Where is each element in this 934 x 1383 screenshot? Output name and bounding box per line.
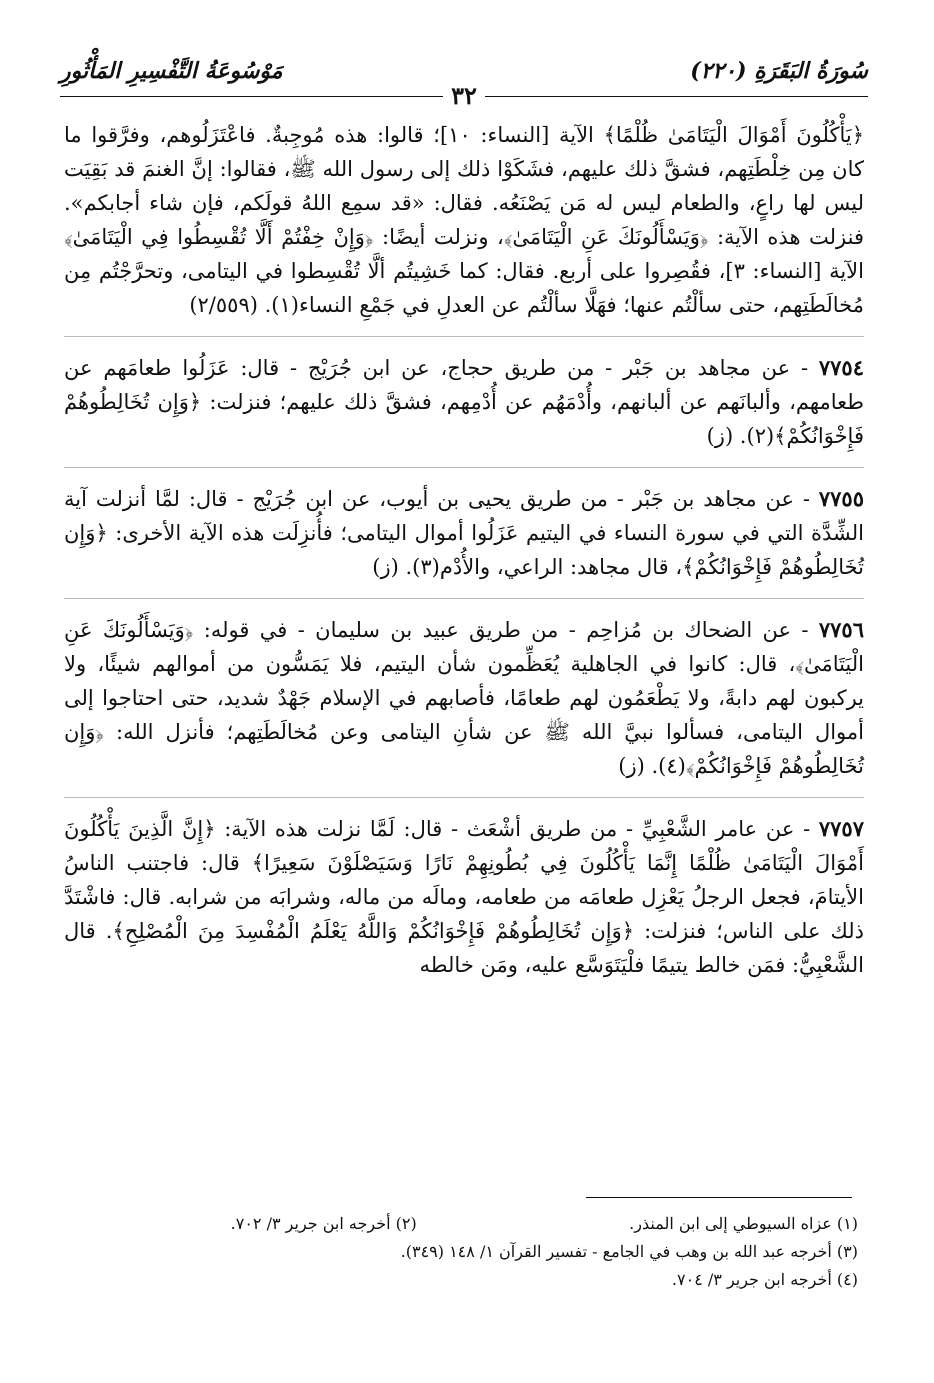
- paragraph: [64, 812, 864, 982]
- page-body: [64, 118, 864, 996]
- surah-title: سُورَةُ البَقَرَةِ (٢٢٠): [690, 58, 868, 84]
- paragraph: [64, 613, 864, 783]
- page-header: [60, 58, 868, 110]
- footnote: (٤) أخرجه ابن جرير ٣/ ٧٠٤.: [671, 1270, 858, 1289]
- divider: [64, 797, 864, 798]
- page-number: ٣٢: [443, 82, 485, 110]
- paragraph: [64, 351, 864, 453]
- book-title: مَوْسُوعَةُ التَّفْسِيرِ المَأْثُورِ: [60, 58, 283, 84]
- footnote: (٣) أخرجه عبد الله بن وهب في الجامع - تفسير القرآن ١/ ١٤٨ (٣٤٩).: [400, 1242, 858, 1261]
- footnote: (١) عزاه السيوطي إلى ابن المنذر.: [629, 1214, 858, 1233]
- paragraph-text: - عن عامر الشَّعْبِيِّ - من طريق أشْعَث - قال: لَمَّا نزلت هذه الآية: ﴿إِنَّ الَّذِينَ يَأْكُلُونَ أَمْوَالَ الْيَتَامَىٰ ظُلْمًا إِنَّمَا يَأْكُلُونَ فِي بُطُونِهِمْ نَارًا وَسَيَصْلَوْنَ سَعِيرًا﴾ قال: فاجتنب الناسُ الأيتامَ، فجعل الرجلُ يَعْزِل طعامَه من طعامه، ومالَه من ماله، وشرابَه من شرابه. قال: فاشْتَدَّ ذلك على الناس؛ فنزلت: ﴿وَإِن تُخَالِطُوهُمْ فَإِخْوَانُكُمْ وَاللَّهُ يَعْلَمُ الْمُفْسِدَ مِنَ الْمُصْلِحِ﴾. قال الشَّعْبِيُّ: فمَن خالط يتيمًا فلْيَتَوَسَّع عليه، ومَن خالطه: [64, 817, 864, 977]
- paragraph-text: ﴿يَأْكُلُونَ أَمْوَالَ الْيَتَامَىٰ ظُلْمًا﴾ الآية [النساء: ١٠]؛ قالوا: هذه مُوجِبةٌ. فاعْتَزَلُوهم، وفرَّقوا ما كان مِن خِلْطَتِهم، فشقَّ ذلك عليهم، فشَكَوْا ذلك إلى رسول الله ﷺ، فقالوا: إنَّ الغنمَ قد بَقِيَت ليس لها راعٍ، والطعام ليس له مَن يَصْنَعُه. فقال: «قد سمِع اللهُ قولَكم، فإن شاء أجابكم». فنزلت هذه الآية: ﴿وَيَسْأَلُونَكَ عَنِ الْيَتَامَىٰ﴾، ونزلت أيضًا: ﴿وَإِنْ خِفْتُمْ أَلَّا تُقْسِطُوا فِي الْيَتَامَىٰ﴾ الآية [النساء: ٣]، فقُصِروا على أربع. فقال: كما خَشِيتُم ألَّا تُقْسِطوا في اليتامى، وتحرَّجْتُم مِن مُخالَطَتِهم، حتى سألْتُم عنها؛ فهَلَّا سألْتُم عن العدلِ في جَمْعِ النساء(١). (٢/٥٥٩): [64, 123, 864, 317]
- report-number: ٧٧٥٥: [818, 486, 864, 511]
- footnotes: [70, 1210, 858, 1294]
- paragraph: [64, 118, 864, 322]
- divider: [64, 336, 864, 337]
- paragraph-text: - عن مجاهد بن جَبْر - من طريق حجاج، عن ابن جُرَيْج - قال: عَزَلُوا طعامَهم عن طعامهم، وألبانَهم عن ألبانهم، وأُدْمَهُم عن أُدْمِهم، فشقَّ ذلك عليهم؛ فنزلت: ﴿وَإِن تُخَالِطُوهُمْ فَإِخْوَانُكُمْ﴾(٢). (ز): [64, 356, 864, 448]
- report-number: ٧٧٥٤: [818, 355, 864, 380]
- paragraph: [64, 482, 864, 584]
- report-number: ٧٧٥٦: [818, 617, 864, 642]
- divider: [64, 598, 864, 599]
- report-number: ٧٧٥٧: [818, 816, 864, 841]
- footnote: (٢) أخرجه ابن جرير ٣/ ٧٠٢.: [230, 1214, 417, 1233]
- footnote-rule: [586, 1197, 852, 1198]
- paragraph-text: - عن الضحاك بن مُزاحِم - من طريق عبيد بن سليمان - في قوله: ﴿وَيَسْأَلُونَكَ عَنِ الْيَتَامَىٰ﴾، قال: كانوا في الجاهلية يُعَظِّمون شأن اليتيم، فلا يَمَسُّون من أموالهم شيئًا، ولا يركبون لهم دابةً، ولا يَطْعَمُون لهم طعامًا، فأصابهم في الإسلام جَهْدٌ شديد، حتى احتاجوا إلى أموال اليتامى، فسألوا نبيَّ الله ﷺ عن شأنِ اليتامى وعن مُخالَطَتِهم؛ فأنزل الله: ﴿وَإِن تُخَالِطُوهُمْ فَإِخْوَانُكُمْ﴾(٤). (ز): [64, 618, 864, 778]
- paragraph-text: - عن مجاهد بن جَبْر - من طريق يحيى بن أيوب، عن ابن جُرَيْج - قال: لمَّا أنزلت آية الشِّدَّة التي في سورة النساء في اليتيم عَزَلُوا أموال اليتامى؛ فأُنزِلَت هذه الآية الأخرى: ﴿وَإِن تُخَالِطُوهُمْ فَإِخْوَانُكُمْ﴾، قال مجاهد: الراعي، والأُدْم(٣). (ز): [64, 487, 864, 579]
- divider: [64, 467, 864, 468]
